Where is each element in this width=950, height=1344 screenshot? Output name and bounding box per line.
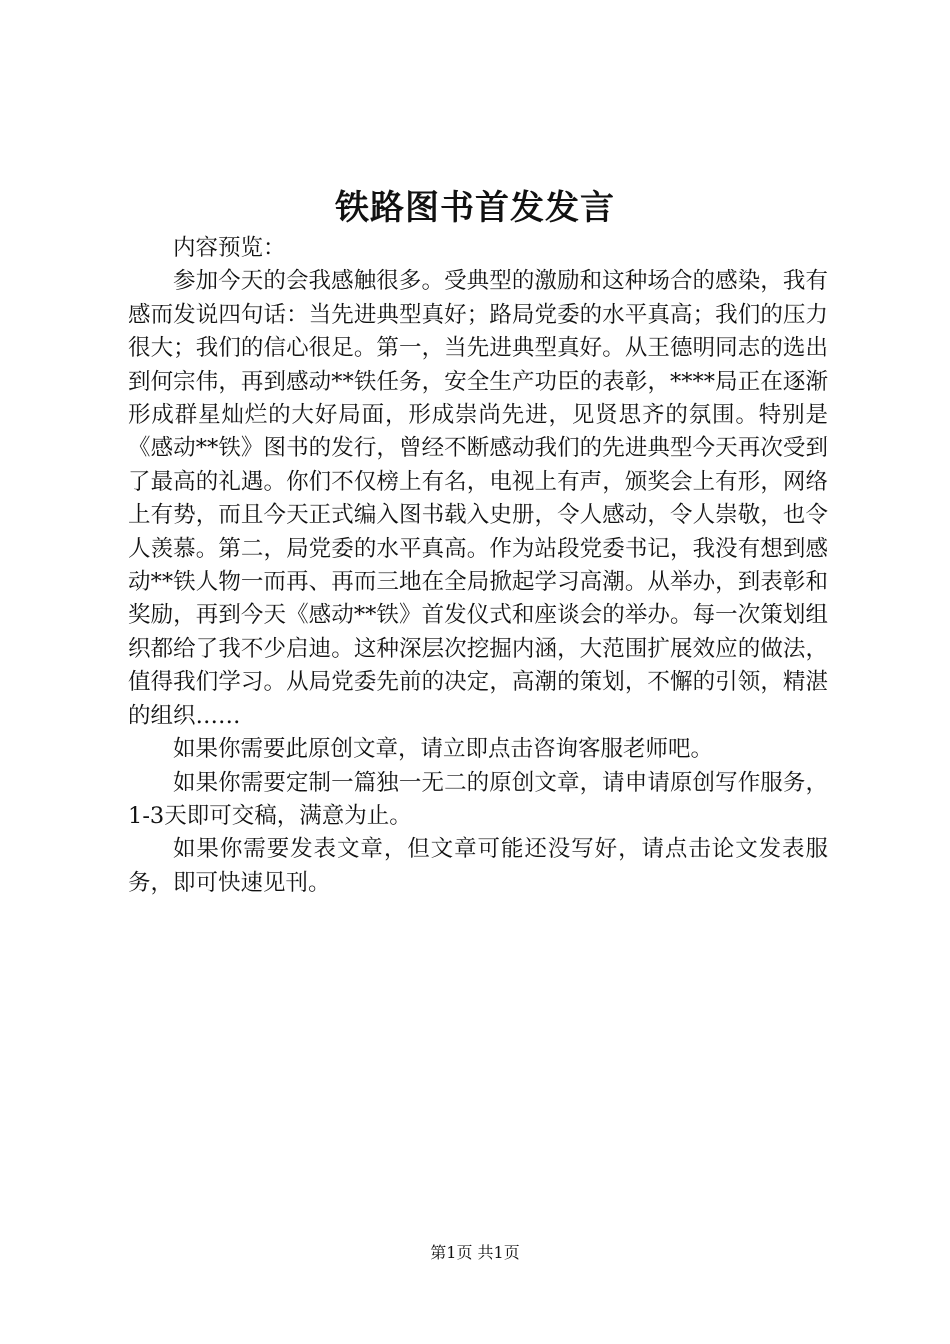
publish-paragraph: 如果你需要发表文章，但文章可能还没写好，请点击论文发表服务，即可快速见刊。 [128,836,828,896]
custom-writing-paragraph: 如果你需要定制一篇独一无二的原创文章，请申请原创写作服务，1-3天即可交稿，满意为止。 [128,769,828,829]
main-paragraph: 参加今天的会我感触很多。受典型的激励和这种场合的感染，我有感而发说四句话：当先进典型真好；路局党委的水平真高；我们的压力很大；我们的信心很足。第一，当先进典型真好。从王德明同志的选出到何宗伟，再到感动**铁任务，安全生产功臣的表彰，****局正在逐渐形成群星灿烂的大好局面，形成崇尚先进，见贤思齐的氛围。特别是《感动**铁》图书的发行，曾经不断感动我们的先进典型今天再次受到了最高的礼遇。你们不仅榜上有名，电视上有声，颁奖会上有形，网络上有势，而且今天正式编入图书载入史册，令人感动，令人崇敬，也令人羡慕。第二，局党委的水平真高。作为站段党委书记，我没有想到感动**铁人物一而再、再而三地在全局掀起学习高潮。从举办，到表彰和奖励，再到今天《感动**铁》首发仪式和座谈会的举办。每一次策划组织都给了我不少启迪。这种深层次挖掘内涵，大范围扩展效应的做法，值得我们学习。从局党委先前的决定，高潮的策划，不懈的引领，精湛的组织…… [128,268,828,729]
page-footer: 第1页 共1页 [430,1243,520,1262]
document-title: 铁路图书首发发言 [335,188,615,228]
preview-label: 内容预览： [173,235,286,261]
consult-paragraph: 如果你需要此原创文章，请立即点击咨询客服老师吧。 [173,736,714,763]
document-body [128,232,828,900]
